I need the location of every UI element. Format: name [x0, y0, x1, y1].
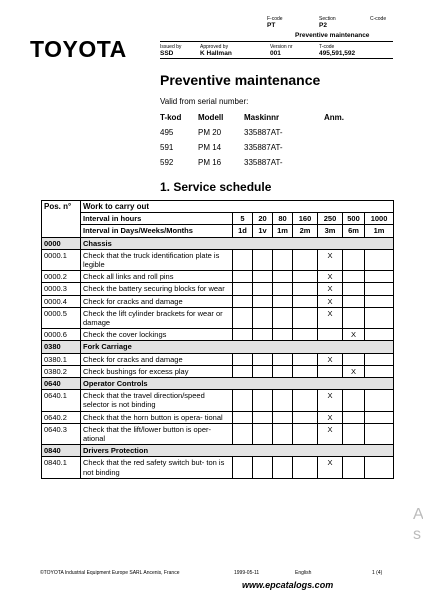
item-position: 0000.2 [42, 271, 81, 283]
item-position: 0380.1 [42, 353, 81, 365]
interval-mark: X [318, 423, 343, 444]
group-code: 0840 [42, 445, 81, 457]
interval-cell [343, 457, 365, 478]
pos-header: Pos. n° [42, 201, 81, 238]
schedule-item-row [42, 457, 394, 478]
schedule-item-row [42, 423, 394, 444]
interval-cell [233, 295, 253, 307]
interval-cell [273, 390, 293, 411]
version-value: 001 [270, 50, 281, 57]
service-schedule-table [41, 200, 394, 479]
interval-cell [293, 329, 318, 341]
item-position: 0640.2 [42, 411, 81, 423]
interval-cell [273, 411, 293, 423]
interval-cell [343, 307, 365, 328]
interval-cell [293, 249, 318, 270]
interval-mark: X [318, 307, 343, 328]
interval-period-cell: 1m [273, 225, 293, 237]
interval-period-cell: 6m [343, 225, 365, 237]
interval-cell [293, 353, 318, 365]
interval-mark: X [318, 295, 343, 307]
serial-header-maskinnr: Maskinnr [244, 113, 280, 122]
interval-cell [343, 353, 365, 365]
interval-mark: X [318, 411, 343, 423]
version-label: Version nr [270, 44, 293, 50]
item-position: 0000.1 [42, 249, 81, 270]
interval-cell [343, 390, 365, 411]
group-code: 0380 [42, 341, 81, 353]
serial-header-tkod: T-kod [160, 113, 182, 122]
interval-cell [293, 295, 318, 307]
interval-mark: X [343, 365, 365, 377]
interval-cell [318, 365, 343, 377]
interval-cell [253, 423, 273, 444]
group-title: Chassis [81, 237, 394, 249]
interval-cell [293, 457, 318, 478]
interval-hours-cell: 80 [273, 213, 293, 225]
footer-page-number: 1 (4) [372, 570, 383, 576]
schedule-item-row [42, 329, 394, 341]
interval-cell [273, 423, 293, 444]
fcode-label: F-code [267, 16, 283, 22]
edge-text: A s [413, 506, 423, 543]
interval-cell [343, 411, 365, 423]
interval-cell [293, 307, 318, 328]
interval-cell [253, 390, 273, 411]
serial-header-modell: Modell [198, 113, 224, 122]
serial-cell: PM 16 [198, 158, 222, 167]
schedule-group-row [42, 445, 394, 457]
schedule-group-row [42, 378, 394, 390]
interval-hours-cell: 250 [318, 213, 343, 225]
footer-copyright: ©TOYOTA Industrial Equipment Europe SARL Ancenis, France [40, 570, 180, 576]
interval-cell [365, 411, 394, 423]
serial-cell: 591 [160, 143, 174, 152]
interval-cell [273, 365, 293, 377]
item-position: 0380.2 [42, 365, 81, 377]
interval-cell [233, 411, 253, 423]
schedule-item-row [42, 365, 394, 377]
interval-hours-label: Interval in hours [81, 213, 233, 225]
section-label: Section [319, 16, 336, 22]
schedule-group-row [42, 237, 394, 249]
interval-hours-cell: 160 [293, 213, 318, 225]
item-position: 0000.5 [42, 307, 81, 328]
schedule-item-row [42, 411, 394, 423]
header-rule [160, 41, 393, 42]
interval-mark: X [343, 329, 365, 341]
section-title: 1. Service schedule [160, 180, 272, 194]
page-title: Preventive maintenance [160, 72, 321, 88]
interval-cell [273, 283, 293, 295]
item-position: 0640.1 [42, 390, 81, 411]
interval-cell [233, 329, 253, 341]
interval-hours-cell: 20 [253, 213, 273, 225]
interval-cell [233, 353, 253, 365]
item-position: 0000.4 [42, 295, 81, 307]
interval-mark: X [318, 283, 343, 295]
serial-cell: 335887AT- [244, 143, 283, 152]
interval-cell [343, 271, 365, 283]
interval-cell [253, 365, 273, 377]
item-task: Check all links and roll pins [81, 271, 233, 283]
footer-date: 1999-05-11 [234, 570, 260, 576]
interval-cell [273, 271, 293, 283]
item-position: 0840.1 [42, 457, 81, 478]
interval-cell [365, 365, 394, 377]
interval-cell [253, 283, 273, 295]
interval-cell [293, 423, 318, 444]
interval-cell [253, 353, 273, 365]
interval-cell [293, 365, 318, 377]
serial-cell: PM 14 [198, 143, 222, 152]
section-value: P2 [319, 22, 327, 29]
schedule-header-row [42, 201, 394, 213]
interval-cell [273, 353, 293, 365]
interval-cell [293, 283, 318, 295]
item-task: Check for cracks and damage [81, 295, 233, 307]
interval-mark: X [318, 271, 343, 283]
item-task: Check the battery securing blocks for wear [81, 283, 233, 295]
interval-cell [253, 271, 273, 283]
interval-cell [365, 457, 394, 478]
item-task: Check the cover lockings [81, 329, 233, 341]
interval-hours-cell: 500 [343, 213, 365, 225]
serial-header-anm: Anm. [324, 113, 344, 122]
serial-cell [324, 143, 364, 158]
serial-row [160, 128, 364, 143]
interval-cell [273, 249, 293, 270]
interval-cell [233, 249, 253, 270]
interval-cell [365, 353, 394, 365]
tcode-label: T-code [319, 44, 335, 50]
schedule-item-row [42, 390, 394, 411]
interval-hours-cell: 5 [233, 213, 253, 225]
approved-value: K Hallman [200, 50, 232, 57]
item-position: 0000.3 [42, 283, 81, 295]
serial-row [160, 158, 364, 173]
interval-cell [343, 249, 365, 270]
issued-label: Issued by [160, 44, 182, 50]
interval-cell [253, 295, 273, 307]
interval-period-cell: 1m [365, 225, 394, 237]
serial-cell: PM 20 [198, 128, 222, 137]
interval-cell [343, 423, 365, 444]
group-code: 0000 [42, 237, 81, 249]
interval-hours-row [42, 213, 394, 225]
interval-cell [293, 271, 318, 283]
schedule-item-row [42, 295, 394, 307]
interval-cell [253, 411, 273, 423]
serial-cell: 335887AT- [244, 158, 283, 167]
interval-cell [365, 307, 394, 328]
footer-language: English [295, 570, 312, 576]
interval-cell [253, 307, 273, 328]
interval-hours-cell: 1000 [365, 213, 394, 225]
interval-cell [365, 283, 394, 295]
interval-cell [233, 365, 253, 377]
valid-from-label: Valid from serial number: [160, 97, 249, 106]
interval-cell [293, 390, 318, 411]
item-position: 0000.6 [42, 329, 81, 341]
interval-cell [233, 283, 253, 295]
interval-cell [365, 329, 394, 341]
interval-period-cell: 1v [253, 225, 273, 237]
item-task: Check bushings for excess play [81, 365, 233, 377]
fcode-value: PT [267, 22, 276, 29]
interval-cell [273, 295, 293, 307]
interval-period-cell: 3m [318, 225, 343, 237]
serial-cell: 335887AT- [244, 128, 283, 137]
item-task: Check that the red safety switch but- ton is not binding [81, 457, 233, 478]
issued-value: SSD [160, 50, 174, 57]
interval-mark: X [318, 390, 343, 411]
schedule-item-row [42, 271, 394, 283]
interval-days-label: Interval in Days/Weeks/Months [81, 225, 233, 237]
item-task: Check the lift cylinder brackets for wear or damage [81, 307, 233, 328]
interval-cell [343, 295, 365, 307]
interval-cell [253, 457, 273, 478]
interval-cell [343, 283, 365, 295]
interval-cell [233, 457, 253, 478]
doc-title-small: Preventive maintenance [295, 32, 370, 39]
serial-cell [324, 158, 364, 173]
interval-cell [233, 271, 253, 283]
item-task: Check that the travel direction/speed selector is not binding [81, 390, 233, 411]
interval-cell [253, 329, 273, 341]
group-title: Operator Controls [81, 378, 394, 390]
interval-cell [365, 423, 394, 444]
schedule-item-row [42, 249, 394, 270]
interval-days-row [42, 225, 394, 237]
interval-cell [365, 295, 394, 307]
interval-period-cell: 1d [233, 225, 253, 237]
interval-cell [273, 457, 293, 478]
group-code: 0640 [42, 378, 81, 390]
tcode-value: 495,591,592 [319, 50, 356, 57]
group-title: Drivers Protection [81, 445, 394, 457]
group-title: Fork Carriage [81, 341, 394, 353]
interval-cell [273, 307, 293, 328]
interval-mark: X [318, 457, 343, 478]
item-task: Check for cracks and damage [81, 353, 233, 365]
serial-cell [324, 128, 364, 143]
interval-period-cell: 2m [293, 225, 318, 237]
interval-cell [233, 307, 253, 328]
interval-cell [365, 390, 394, 411]
item-task: Check that the lift/lower button is oper- ational [81, 423, 233, 444]
schedule-item-row [42, 283, 394, 295]
work-header: Work to carry out [81, 201, 394, 213]
interval-mark: X [318, 249, 343, 270]
schedule-item-row [42, 353, 394, 365]
schedule-group-row [42, 341, 394, 353]
schedule-item-row [42, 307, 394, 328]
interval-cell [318, 329, 343, 341]
serial-cell: 495 [160, 128, 174, 137]
header-rule-2 [160, 58, 393, 59]
serial-row [160, 143, 364, 158]
toyota-logo: TOYOTA [30, 36, 127, 62]
serial-table [160, 113, 364, 173]
interval-cell [233, 423, 253, 444]
serial-cell: 592 [160, 158, 174, 167]
interval-cell [365, 249, 394, 270]
watermark-text: www.epcatalogs.com [242, 580, 334, 590]
item-position: 0640.3 [42, 423, 81, 444]
interval-cell [233, 390, 253, 411]
interval-cell [365, 271, 394, 283]
ccode-label: C-code [370, 16, 387, 22]
interval-cell [273, 329, 293, 341]
item-task: Check that the horn button is opera- tional [81, 411, 233, 423]
interval-cell [293, 411, 318, 423]
interval-cell [253, 249, 273, 270]
serial-header-row [160, 113, 364, 128]
item-task: Check that the truck identification plate is legible [81, 249, 233, 270]
approved-label: Approved by [200, 44, 229, 50]
interval-mark: X [318, 353, 343, 365]
